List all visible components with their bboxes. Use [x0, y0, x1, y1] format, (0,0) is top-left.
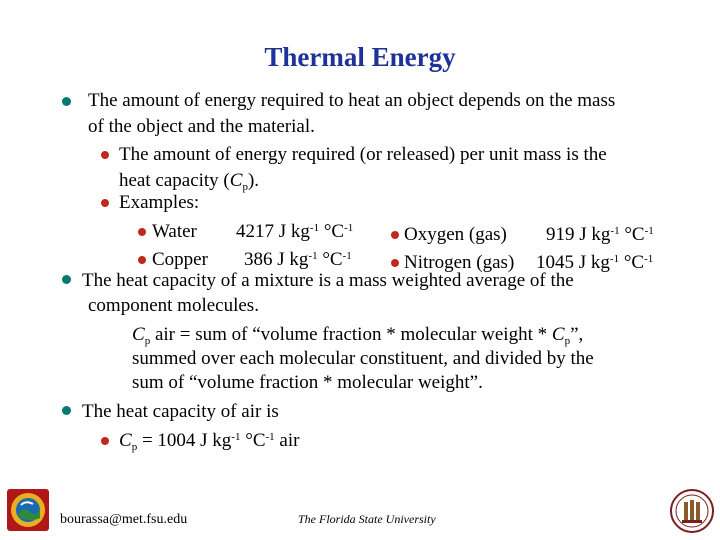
bullet-1-line-1: The amount of energy required to heat an object depends on the mass — [88, 90, 616, 111]
formula-line-1: $C_p$ air = sum of “volume fraction * molecular weight * $C_p$”, — [132, 324, 584, 347]
bullet-icon — [138, 256, 146, 264]
formula-line-3: sum of “volume fraction * molecular weight”. — [132, 372, 483, 393]
department-seal-icon — [6, 488, 50, 532]
oxygen-label: Oxygen (gas) — [404, 224, 507, 245]
footer-university: The Florida State University — [298, 512, 436, 526]
bullet-icon — [62, 275, 71, 284]
slide-title: Thermal Energy — [264, 42, 456, 72]
bullet-icon — [101, 151, 109, 159]
bullet-icon — [138, 228, 146, 236]
bullet-icon — [62, 406, 71, 415]
bullet-3a: $C_p = 1004$ J $kg^{-1}$ $^\circ C^{-1}$ air — [119, 430, 300, 453]
bullet-icon — [391, 259, 399, 267]
examples-label: Examples: — [119, 192, 200, 213]
bullet-icon — [391, 231, 399, 239]
copper-value: 386 J $kg^{-1}$ $^\circ C^{-1}$ — [244, 249, 352, 270]
footer-email: bourassa@met.fsu.edu — [60, 512, 188, 527]
bullet-icon — [101, 199, 109, 207]
nitrogen-label: Nitrogen (gas) — [404, 252, 515, 273]
bullet-icon — [101, 437, 109, 445]
bullet-3: The heat capacity of air is — [82, 401, 279, 422]
oxygen-value: 919 J $kg^{-1}$ $^\circ C^{-1}$ — [546, 224, 654, 245]
bullet-1a-line-2: heat capacity $(C_p)$. — [119, 170, 260, 193]
copper-label: Copper — [152, 249, 208, 270]
bullet-2-line-2: component molecules. — [88, 295, 259, 316]
water-value: 4217 J $kg^{-1}$ $^\circ C^{-1}$ — [236, 221, 354, 242]
bullet-2-line-1: The heat capacity of a mixture is a mass weighted average of the — [82, 270, 574, 291]
nitrogen-value: 1045 J $kg^{-1}$ $^\circ C^{-1}$ — [536, 252, 654, 273]
formula-line-2: summed over each molecular constituent, and divided by the — [132, 348, 594, 369]
fsu-seal-icon — [670, 488, 714, 534]
bullet-icon — [62, 97, 71, 106]
water-label: Water — [152, 221, 197, 242]
bullet-1-line-2: of the object and the material. — [88, 116, 315, 137]
bullet-1a-line-1: The amount of energy required (or released) per unit mass is the — [119, 144, 607, 165]
